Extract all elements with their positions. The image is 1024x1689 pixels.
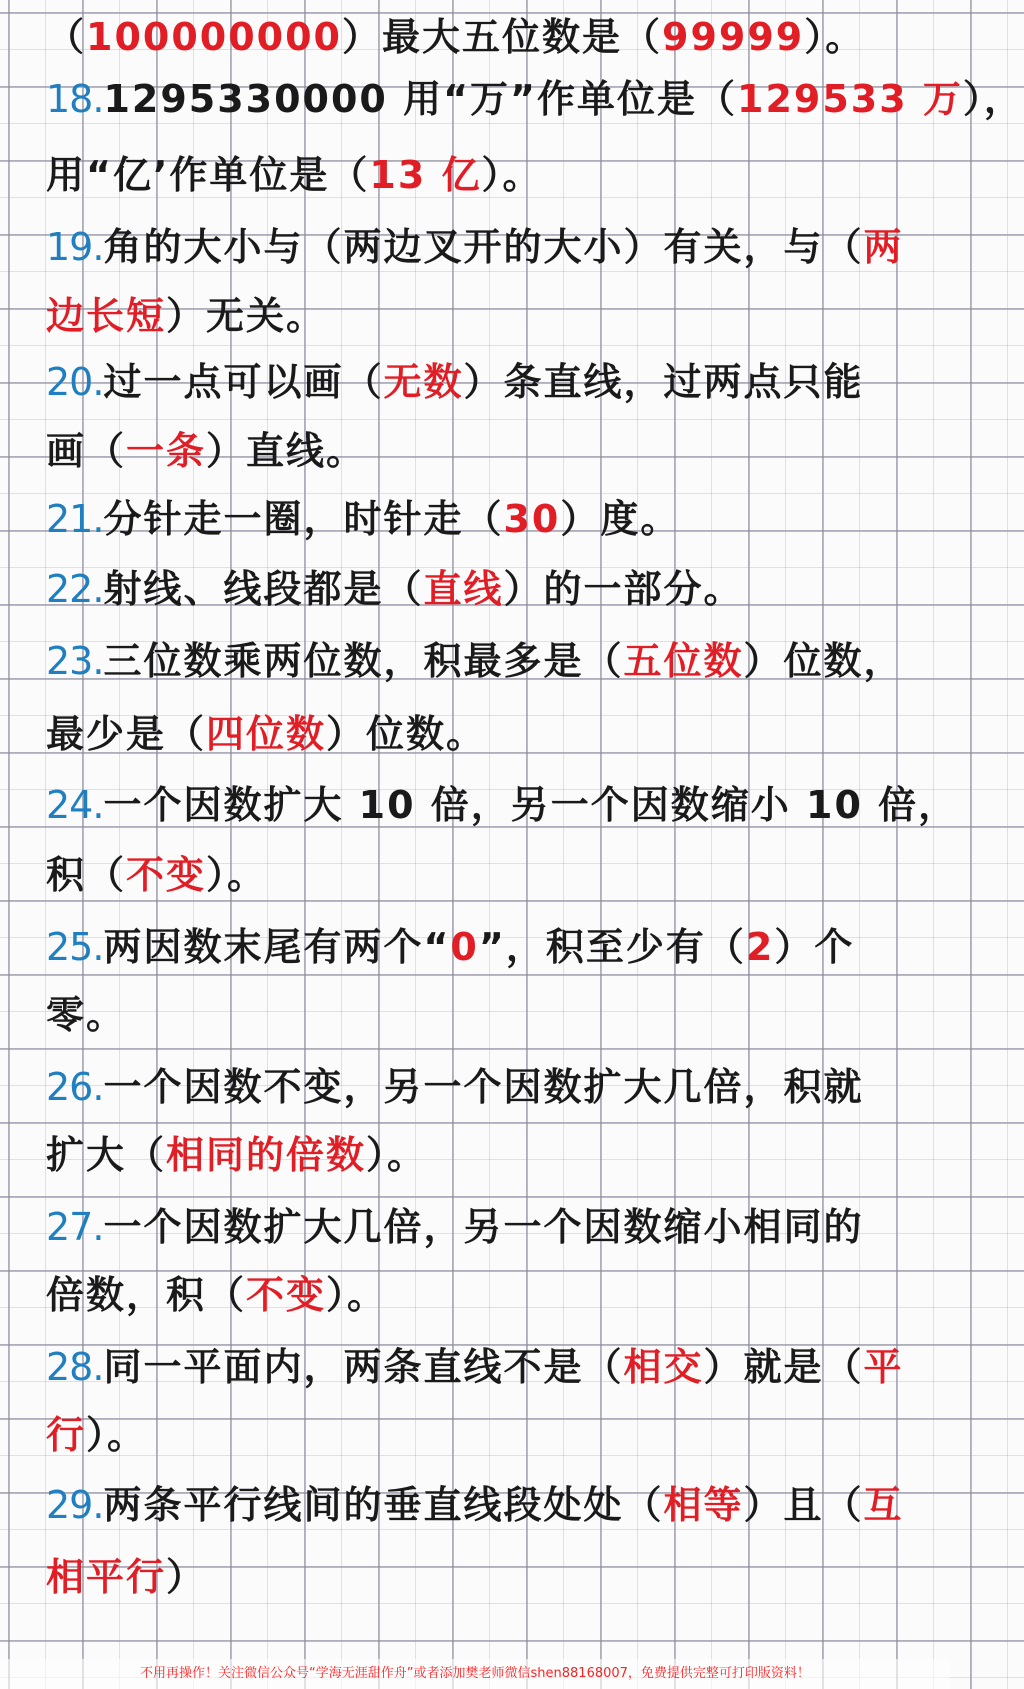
question-text: 角的大小与（两边叉开的大小）有关，与（ [103,225,864,269]
question-number: 18. [46,77,104,121]
answer-text: 一条 [126,429,207,473]
answer-text: 直线 [423,567,504,611]
text-line [46,279,326,354]
question-text: ）且（ [743,1483,864,1527]
question-text: ）条直线，过两点只能 [463,360,864,404]
answer-text: 0 [450,925,479,969]
answer-text: 边长短 [46,294,167,338]
question-number: 20. [46,360,104,404]
question-text: ） [166,1555,207,1599]
text-line [46,1118,427,1193]
question-text: 分针走一圈，时针走（ [103,497,504,541]
answer-text: 2 [745,925,775,969]
text-line [46,1540,206,1615]
question-text: 一个因数不变，另一个因数扩大几倍，积就 [103,1065,864,1109]
answer-text: 相等 [663,1483,744,1527]
answer-text: 无数 [383,360,464,404]
text-line [46,482,680,557]
text-line [46,624,903,699]
text-line [46,1468,904,1543]
footer-watermark: 不用再操作！关注微信公众号“学海无涯甜作舟”或者添加樊老师微信shen88168007，免费提供完整可打印版资料！ [0,1659,950,1689]
text-line [46,768,958,843]
answer-text: 两 [863,225,904,269]
text-line [46,552,743,627]
question-number: 28. [46,1345,104,1389]
question-text: ）。 [86,1413,148,1457]
text-line [46,978,126,1053]
text-line [46,910,854,985]
question-text: 倍数，积（ [46,1273,247,1317]
question-text: 射线、线段都是（ [103,567,424,611]
text-line [46,838,267,913]
answer-text: 100000000 [86,15,342,59]
text-line [46,210,903,285]
answer-text: 相同的倍数 [166,1133,367,1177]
question-text: ）个 [774,925,855,969]
answer-text: 13 亿 [369,153,482,197]
question-text: （ [46,15,87,59]
question-text: 最少是（ [46,712,207,756]
answer-text: 相交 [623,1345,704,1389]
text-line [46,1398,147,1473]
question-number: 25. [46,925,104,969]
answer-text: 99999 [662,15,805,59]
answer-text: 30 [503,497,561,541]
question-number: 19. [46,225,104,269]
text-line [46,1330,904,1405]
answer-text: 129533 万 [737,77,963,121]
answer-text: 相平行 [46,1555,167,1599]
text-line [46,62,1024,137]
question-text: ）无关。 [166,294,327,338]
question-text: ）。 [804,15,866,59]
question-text: 一个因数扩大 10 倍，另一个因数缩小 10 倍， [103,783,959,827]
question-number: 27. [46,1205,104,1249]
question-text: 一个因数扩大几倍，另一个因数缩小相同的 [103,1205,864,1249]
text-line [46,1258,387,1333]
question-text: 用“亿’作单位是（ [46,153,370,197]
question-text: ）。 [326,1273,388,1317]
question-text: 两因数末尾有两个“ [103,925,451,969]
question-text: ）位数， [743,639,904,683]
question-text: 两条平行线间的垂直线段处处（ [103,1483,664,1527]
text-line [46,138,543,213]
question-text: 同一平面内，两条直线不是（ [103,1345,624,1389]
question-text: 画（ [46,429,127,473]
question-text: ”，积至少有（ [478,925,746,969]
question-text: 过一点可以画（ [103,360,384,404]
text-line [46,1050,863,1125]
question-number: 23. [46,639,104,683]
answer-text: 四位数 [206,712,327,756]
question-text: 三位数乘两位数，积最多是（ [103,639,624,683]
text-line [46,1190,863,1265]
question-text: ）最大五位数是（ [341,15,662,59]
question-text: 零。 [46,993,127,1037]
answer-text: 平 [863,1345,904,1389]
question-number: 24. [46,783,104,827]
text-line [46,345,863,420]
question-text: 1295330000 用“万”作单位是（ [103,77,738,121]
question-text: ）。 [481,153,543,197]
question-text: ）度。 [560,497,681,541]
answer-text: 五位数 [623,639,744,683]
question-text: ）直线。 [206,429,367,473]
question-text: 积（ [46,853,127,897]
question-number: 22. [46,567,104,611]
question-text: ）。 [366,1133,428,1177]
text-line [46,697,486,772]
question-text: ）就是（ [703,1345,864,1389]
question-text: ）。 [206,853,268,897]
question-number: 29. [46,1483,104,1527]
question-number: 26. [46,1065,104,1109]
question-text: ）的一部分。 [503,567,744,611]
question-text: 扩大（ [46,1133,167,1177]
answer-text: 不变 [246,1273,327,1317]
question-text: ）， [962,77,1024,121]
text-line [46,414,366,489]
answer-text: 行 [46,1413,87,1457]
answer-text: 互 [863,1483,904,1527]
answer-text: 不变 [126,853,207,897]
question-number: 21. [46,497,104,541]
question-text: ）位数。 [326,712,487,756]
